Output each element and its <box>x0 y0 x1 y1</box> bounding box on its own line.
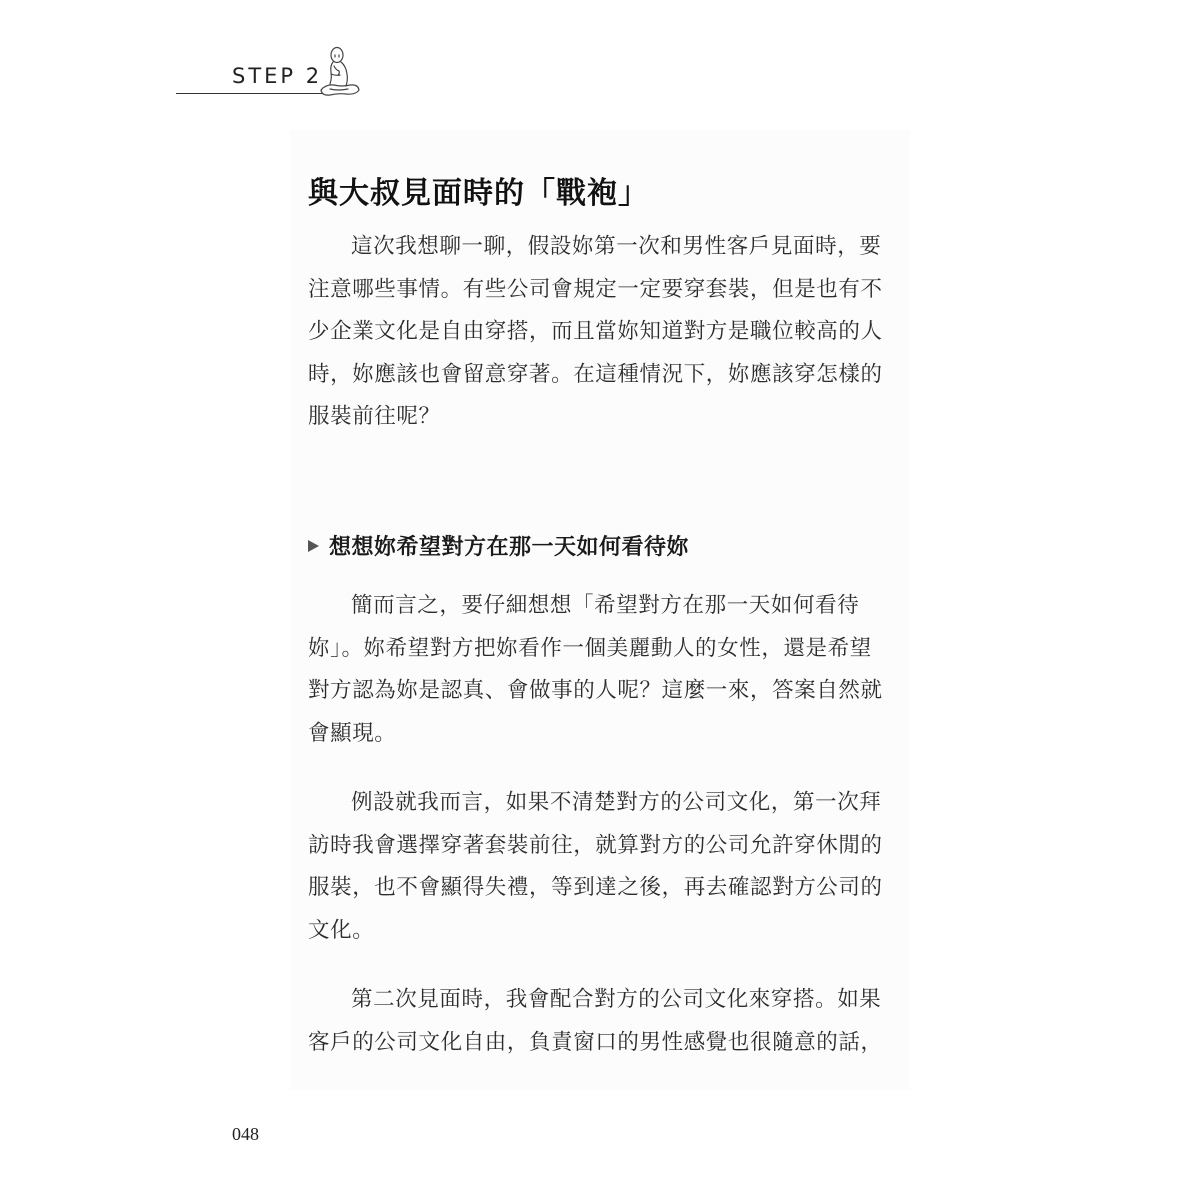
text-line: 第二次見面時，我會配合對方的公司文化來穿搭。如果 <box>351 987 882 1012</box>
subheading-text: 想想妳希望對方在那一天如何看待妳 <box>329 535 690 560</box>
running-head <box>176 44 366 100</box>
text-line: 服裝前往呢？ <box>308 404 441 429</box>
text-line: 服裝，也不會顯得失禮，等到達之後，再去確認對方公司的 <box>308 875 883 900</box>
text-line: 文化。 <box>308 917 375 943</box>
subheading <box>308 530 689 561</box>
text-line: 少企業文化是自由穿搭，而且當妳知道對方是職位較高的人 <box>308 319 883 344</box>
header-rule <box>176 93 322 94</box>
meditating-figure-icon <box>316 44 362 100</box>
text-line: 注意哪些事情。有些公司會規定一定要穿套裝，但是也有不 <box>308 276 883 302</box>
triangle-bullet-icon <box>308 540 319 552</box>
step-label: STEP 2 <box>232 64 323 88</box>
page-number: 048 <box>232 1124 259 1144</box>
text-line: 客戶的公司文化自由，負責窗口的男性感覺也很隨意的話， <box>308 1029 883 1055</box>
body-paragraph-3 <box>308 979 888 1064</box>
body-paragraph-1 <box>308 585 888 755</box>
section-title: 與大叔見面時的「戰袍」 <box>308 176 649 211</box>
intro-paragraph <box>308 226 888 439</box>
text-line: 訪時我會選擇穿著套裝前往，就算對方的公司允許穿休閒的 <box>308 832 883 858</box>
text-line: 這次我想聊一聊，假設妳第一次和男性客戶見面時，要 <box>351 234 882 259</box>
text-line: 妳」。妳希望對方把妳看作一個美麗動人的女性，還是希望 <box>308 635 872 661</box>
text-line: 例設就我而言，如果不清楚對方的公司文化，第一次拜 <box>351 790 882 815</box>
body-paragraph-2 <box>308 782 888 952</box>
text-line: 會顯現。 <box>308 720 397 746</box>
text-line: 時，妳應該也會留意穿著。在這種情況下，妳應該穿怎樣的 <box>308 361 883 387</box>
text-line: 簡而言之，要仔細想想「希望對方在那一天如何看待 <box>351 593 860 618</box>
text-line: 對方認為妳是認真、會做事的人呢？這麼一來，答案自然就 <box>308 678 883 703</box>
